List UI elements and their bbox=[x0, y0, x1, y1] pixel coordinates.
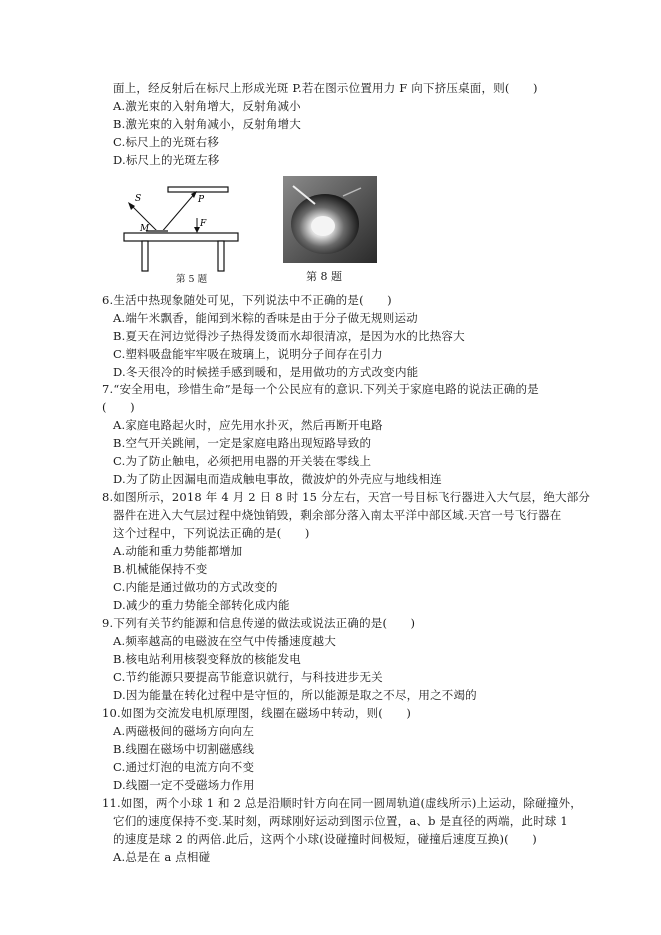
q8-figure-caption: 第 8 题 bbox=[306, 270, 342, 283]
mirror bbox=[146, 230, 168, 233]
q7-option-a: A.家庭电路起火时，应先用水扑灭，然后再断开电路 bbox=[113, 418, 383, 432]
label-f: F bbox=[200, 219, 207, 229]
table-top bbox=[124, 233, 238, 241]
q7-option-d: D.为了防止因漏电而造成触电事故，微波炉的外壳应与地线相连 bbox=[113, 472, 442, 486]
label-m: M bbox=[140, 224, 150, 234]
q7-stem-line2: ( ) bbox=[102, 400, 135, 414]
table-leg-right bbox=[218, 241, 224, 271]
q8-stem-line3: 这个过程中，下列说法正确的是( ) bbox=[113, 526, 310, 540]
q11-stem-line2: 它们的速度保持不变.某时刻，两球刚好运动到图示位置，a、b 是直径的两端，此时球 1 bbox=[113, 814, 568, 828]
q5-figure-caption: 第 5 题 bbox=[176, 274, 208, 285]
q9-option-b: B.核电站利用核裂变释放的核能发电 bbox=[113, 652, 302, 666]
q8-option-a: A.动能和重力势能都增加 bbox=[113, 544, 243, 558]
q5-option-c: C.标尺上的光斑右移 bbox=[113, 135, 220, 149]
scale-ruler bbox=[168, 187, 228, 192]
q8-reentry-photo bbox=[283, 176, 377, 263]
label-s: S bbox=[135, 194, 142, 204]
q8-stem-line1: 8.如图所示，2018 年 4 月 2 日 8 时 15 分左右，天宫一号目标飞行器进入大气层，绝大部分 bbox=[102, 490, 591, 504]
q5-stem: 面上，经反射后在标尺上形成光斑 P.若在图示位置用力 F 向下挤压桌面，则( ) bbox=[113, 81, 538, 95]
q10-stem: 10.如图为交流发电机原理图，线圈在磁场中转动，则( ) bbox=[102, 706, 412, 720]
q5-option-b: B.激光束的入射角减小，反射角增大 bbox=[113, 117, 302, 131]
q5-reflection-diagram bbox=[118, 180, 258, 280]
q9-option-d: D.因为能量在转化过程中是守恒的，所以能源是取之不尽，用之不竭的 bbox=[113, 688, 477, 702]
q9-option-c: C.节约能源只要提高节能意识就行，与科技进步无关 bbox=[113, 670, 383, 684]
q10-option-b: B.线圈在磁场中切割磁感线 bbox=[113, 742, 255, 756]
q6-option-d: D.冬天很冷的时候搓手感到暖和，是用做功的方式改变内能 bbox=[113, 365, 419, 379]
q8-option-c: C.内能是通过做功的方式改变的 bbox=[113, 580, 278, 594]
q5-option-a: A.激光束的入射角增大，反射角减小 bbox=[113, 99, 301, 113]
reflected-ray bbox=[160, 192, 196, 234]
laser-source bbox=[128, 202, 135, 210]
q5-option-d: D.标尺上的光斑左移 bbox=[113, 153, 220, 167]
table-leg-left bbox=[142, 241, 148, 271]
q10-option-a: A.两磁极间的磁场方向向左 bbox=[113, 724, 255, 738]
q10-option-c: C.通过灯泡的电流方向不变 bbox=[113, 760, 255, 774]
q8-option-b: B.机械能保持不变 bbox=[113, 562, 208, 576]
q8-stem-line2: 器件在进入大气层过程中烧蚀销毁，剩余部分落入南太平洋中部区域.天宫一号飞行器在 bbox=[113, 508, 562, 522]
q7-option-b: B.空气开关跳闸，一定是家庭电路出现短路导致的 bbox=[113, 436, 372, 450]
q6-stem: 6.生活中热现象随处可见，下列说法中不正确的是( ) bbox=[102, 293, 392, 307]
q9-option-a: A.频率越高的电磁波在空气中传播速度越大 bbox=[113, 634, 336, 648]
q11-option-a: A.总是在 a 点相碰 bbox=[113, 850, 211, 864]
q8-option-d: D.减少的重力势能全部转化成内能 bbox=[113, 598, 290, 612]
q6-option-c: C.塑料吸盘能牢牢吸在玻璃上，说明分子间存在引力 bbox=[113, 347, 383, 361]
q6-option-b: B.夏天在河边觉得沙子热得发烫而水却很清凉，是因为水的比热容大 bbox=[113, 329, 465, 343]
q10-option-d: D.线圈一定不受磁场力作用 bbox=[113, 778, 255, 792]
label-p: P bbox=[198, 195, 205, 205]
q11-stem-line1: 11.如图，两个小球 1 和 2 总是沿顺时针方向在同一圆周轨道(虚线所示)上运动，除碰撞外， bbox=[102, 796, 582, 810]
q11-stem-line3: 的速度是球 2 的两倍.此后，这两个小球(设碰撞时间极短，碰撞后速度互换)( ) bbox=[113, 832, 537, 846]
reentry-image bbox=[283, 176, 377, 263]
q7-stem-line1: 7.“安全用电，珍惜生命”是每一个公民应有的意识.下列关于家庭电路的说法正确的是 bbox=[102, 382, 539, 396]
q9-stem: 9.下列有关节约能源和信息传递的做法或说法正确的是( ) bbox=[102, 616, 416, 630]
q7-option-c: C.为了防止触电，必须把用电器的开关装在零线上 bbox=[113, 454, 372, 468]
q6-option-a: A.端午米飘香，能闻到米粽的香味是由于分子做无规则运动 bbox=[113, 311, 418, 325]
